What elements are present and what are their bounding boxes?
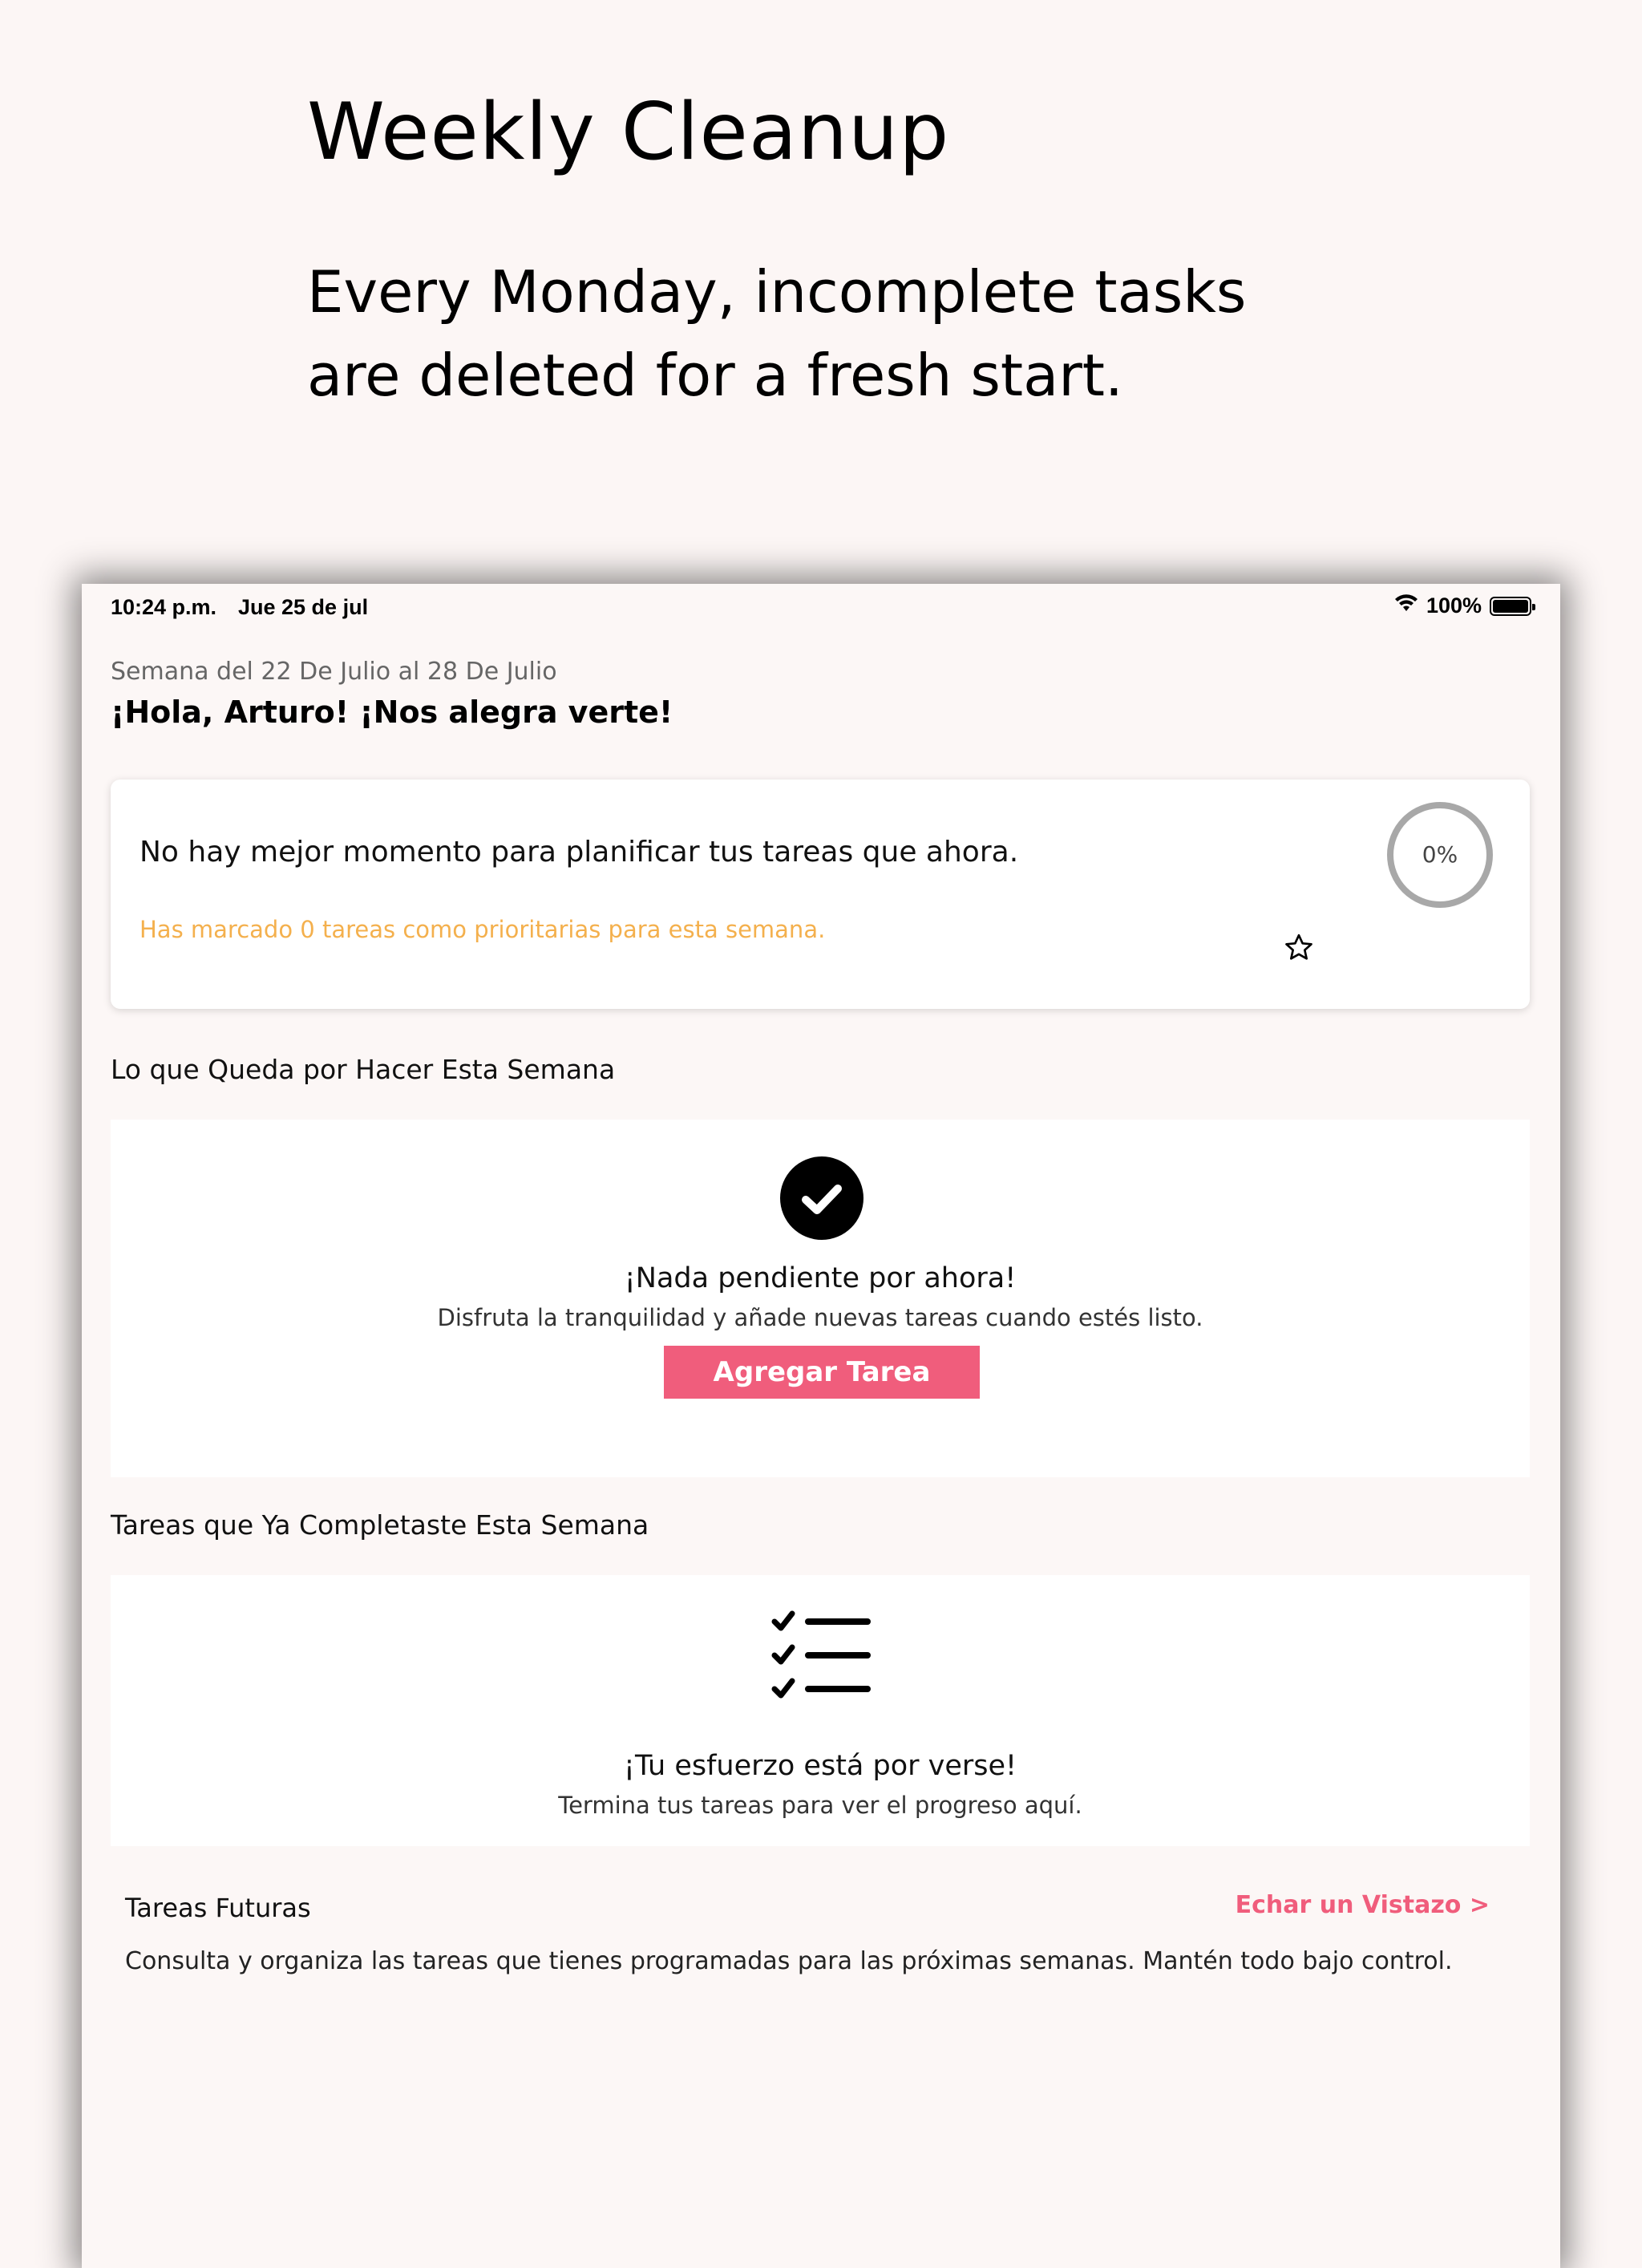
hero-title: Weekly Cleanup: [307, 87, 950, 178]
pending-section-title: Lo que Queda por Hacer Esta Semana: [111, 1054, 616, 1085]
checklist-icon: [770, 1607, 874, 1711]
completed-section-title: Tareas que Ya Completaste Esta Semana: [111, 1509, 649, 1541]
completed-empty-desc: Termina tus tareas para ver el progreso aquí.: [558, 1792, 1082, 1819]
pending-empty-desc: Disfruta la tranquilidad y añade nuevas tareas cuando estés listo.: [437, 1304, 1203, 1331]
pending-empty-title: ¡Nada pendiente por ahora!: [624, 1262, 1017, 1294]
check-circle-icon: [780, 1156, 863, 1240]
completed-empty-title: ¡Tu esfuerzo está por verse!: [623, 1750, 1017, 1782]
view-future-link[interactable]: Echar un Vistazo >: [1235, 1891, 1490, 1919]
status-right: [1394, 593, 1531, 618]
battery-icon: [1490, 597, 1531, 616]
ipad-screen: [82, 584, 1560, 2268]
priority-message: Has marcado 0 tareas como prioritarias para esta semana.: [140, 916, 826, 943]
week-label: Semana del 22 De Julio al 28 De Julio: [111, 658, 557, 686]
greeting: ¡Hola, Arturo! ¡Nos alegra verte!: [111, 695, 673, 730]
status-bar: [82, 584, 1560, 632]
completed-empty-card: [111, 1575, 1530, 1846]
status-date: Jue 25 de jul: [238, 595, 369, 619]
add-task-button[interactable]: Agregar Tarea: [664, 1346, 980, 1399]
progress-label: 0%: [1422, 841, 1458, 868]
future-tasks-desc: Consulta y organiza las tareas que tienes programadas para las próximas semanas. Mantén todo bajo control.: [125, 1947, 1453, 1975]
star-outline-icon[interactable]: [1283, 932, 1315, 964]
future-tasks-title: Tareas Futuras: [125, 1893, 311, 1923]
pending-empty-card: [111, 1120, 1530, 1477]
status-time: 10:24 p.m.: [111, 595, 217, 619]
hero-subtitle: Every Monday, incomplete tasks are deleted for a fresh start.: [307, 258, 1247, 409]
summary-card: [111, 780, 1530, 1009]
wifi-icon: [1394, 593, 1418, 618]
battery-percent: 100%: [1426, 593, 1482, 618]
summary-message: No hay mejor momento para planificar tus tareas que ahora.: [140, 836, 1019, 869]
